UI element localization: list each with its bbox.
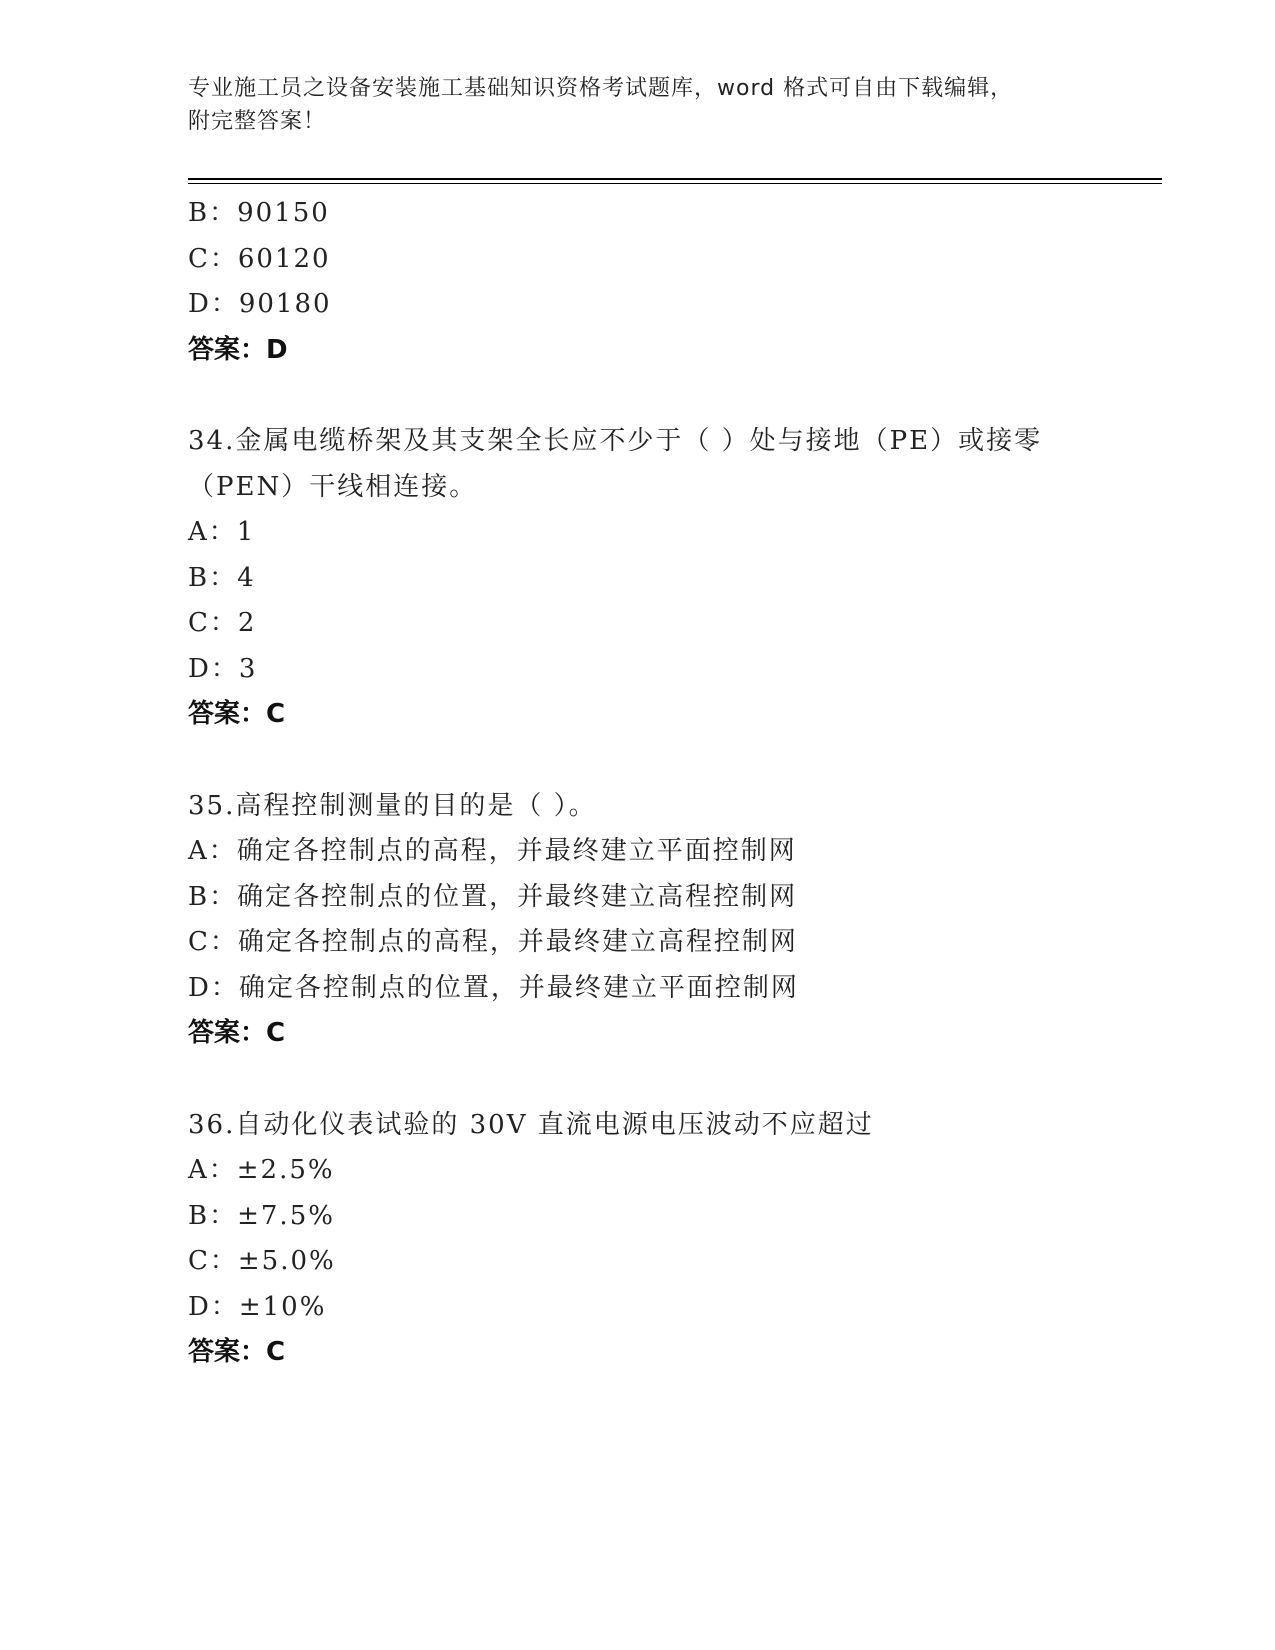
question-35 xyxy=(188,784,1088,1057)
answer-line: 答案：C xyxy=(188,1337,286,1367)
option-c: C：2 xyxy=(188,608,257,638)
option-a: A：±2.5% xyxy=(188,1155,335,1185)
carryover-question xyxy=(188,191,1088,373)
question-stem: 36.自动化仪表试验的 30V 直流电源电压波动不应超过 xyxy=(188,1109,874,1140)
option-d: D：确定各控制点的位置，并最终建立平面控制网 xyxy=(188,972,799,1003)
question-36 xyxy=(188,1103,1088,1376)
header-divider-thin xyxy=(188,183,1162,184)
question-34 xyxy=(188,419,1088,738)
option-a: A：确定各控制点的高程，并最终建立平面控制网 xyxy=(188,836,797,866)
option-d: D：90180 xyxy=(188,289,332,319)
header-divider-thick xyxy=(188,178,1162,180)
option-b: B：确定各控制点的位置，并最终建立高程控制网 xyxy=(188,881,798,912)
header-line-1: 专业施工员之设备安装施工基础知识资格考试题库，word 格式可自由下载编辑， xyxy=(188,76,1014,101)
answer-line: 答案：D xyxy=(188,334,288,365)
question-stem-cont: （PEN）干线相连接。 xyxy=(188,471,478,502)
option-d: D：±10% xyxy=(188,1291,327,1322)
option-d: D：3 xyxy=(188,653,258,684)
header-line-2: 附完整答案！ xyxy=(188,109,327,134)
option-b: B：±7.5% xyxy=(188,1200,335,1231)
document-header xyxy=(188,72,1068,138)
answer-line: 答案：C xyxy=(188,699,286,729)
question-list xyxy=(188,191,1088,1376)
option-a: A：1 xyxy=(188,517,256,547)
answer-line: 答案：C xyxy=(188,1018,286,1048)
question-stem: 34.金属电缆桥架及其支架全长应不少于（ ）处与接地（PE）或接零 xyxy=(188,426,1043,456)
option-c: C：60120 xyxy=(188,243,331,274)
option-c: C：±5.0% xyxy=(188,1246,336,1276)
option-c: C：确定各控制点的高程，并最终建立高程控制网 xyxy=(188,927,798,957)
option-b: B：90150 xyxy=(188,198,330,228)
option-b: B：4 xyxy=(188,562,256,593)
question-stem: 35.高程控制测量的目的是（ ）。 xyxy=(188,790,597,821)
